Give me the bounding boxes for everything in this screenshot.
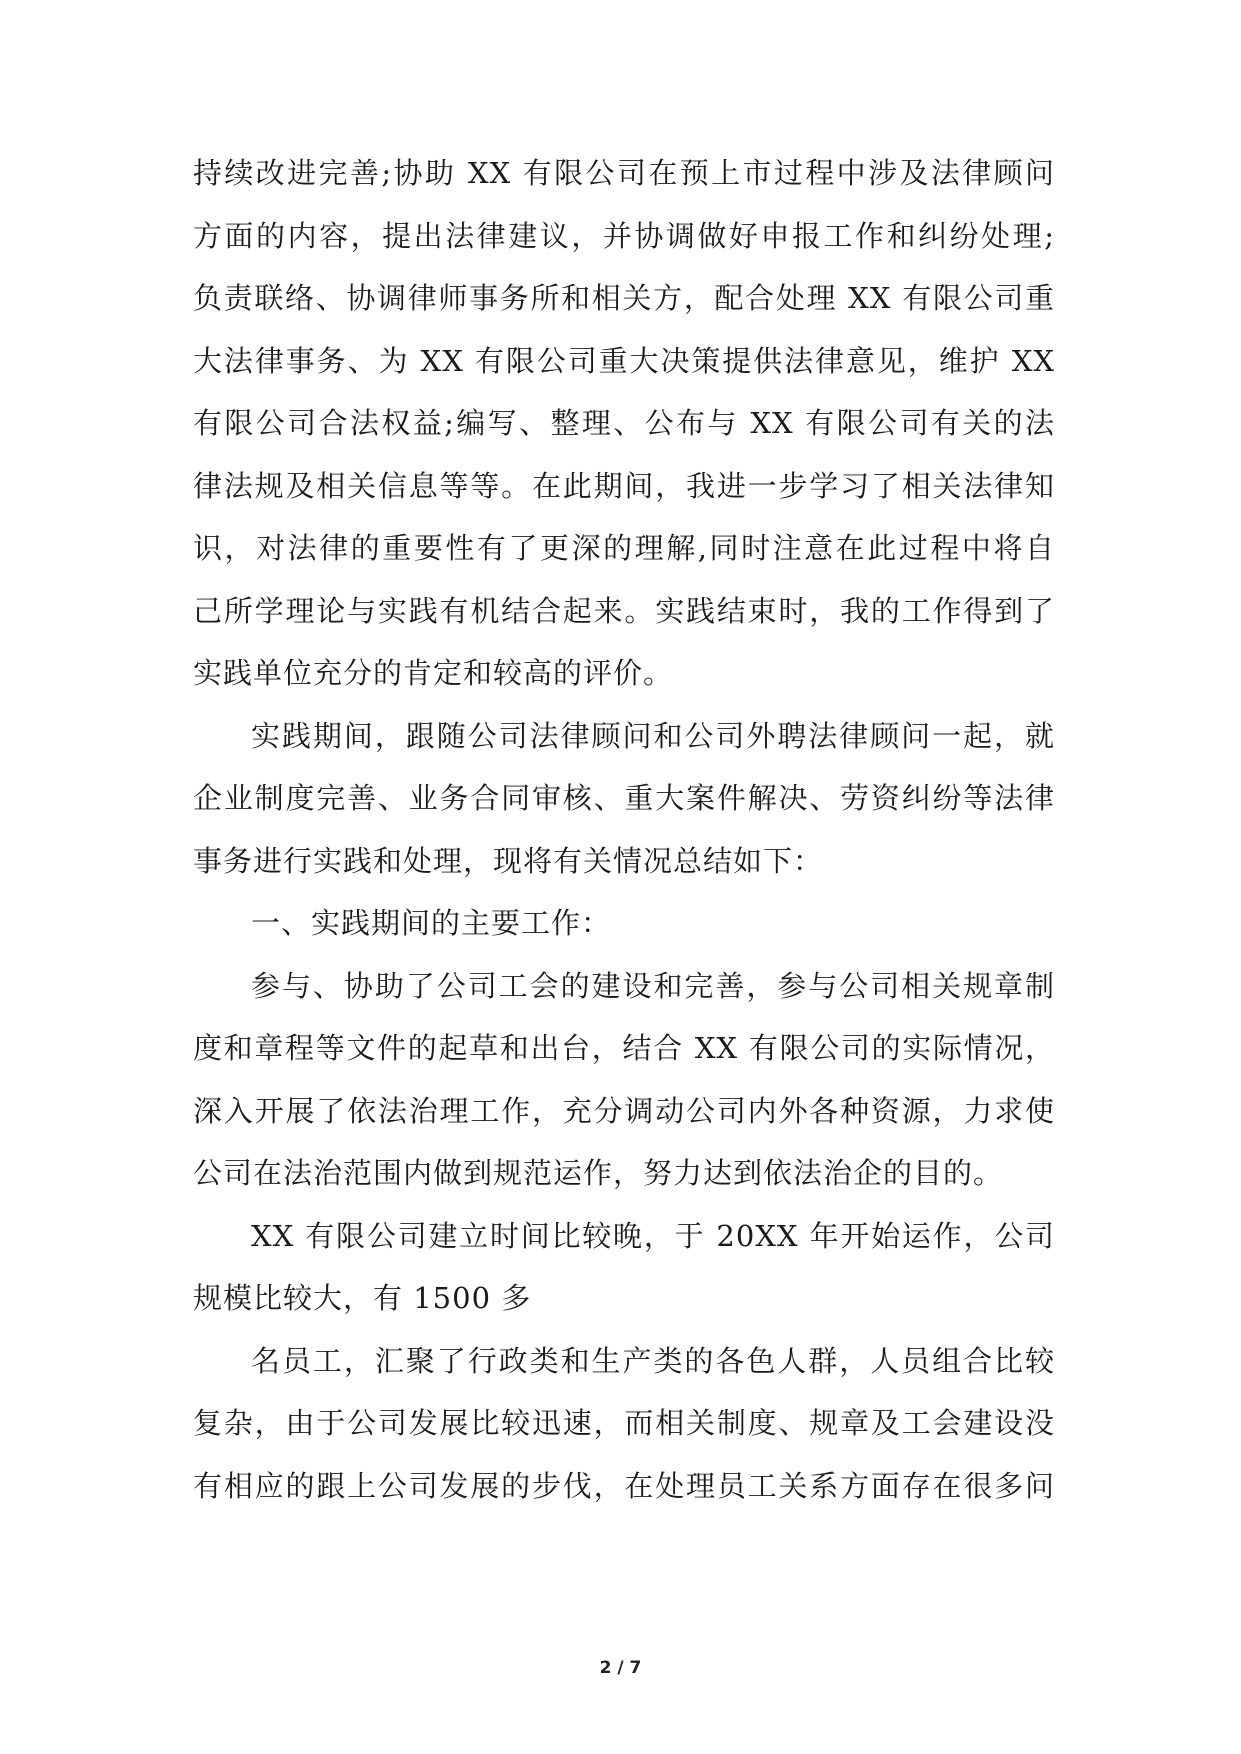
text-line: 有限公司合法权益;编写、整理、公布与 XX 有限公司有关的法 bbox=[193, 406, 1055, 440]
paragraph bbox=[193, 142, 1055, 705]
document-body bbox=[193, 142, 1055, 1517]
text-line: 大法律事务、为 XX 有限公司重大决策提供法律意见，维护 XX bbox=[193, 343, 1055, 378]
text-line: 有相应的跟上公司发展的步伐，在处理员工关系方面存在很多问 bbox=[193, 1468, 1055, 1503]
text-line: 负责联络、协调律师事务所和相关方，配合处理 XX 有限公司重 bbox=[193, 281, 1055, 315]
text-line: 律法规及相关信息等等。在此期间，我进一步学习了相关法律知 bbox=[193, 468, 1055, 503]
text-line: 企业制度完善、业务合同审核、重大案件解决、劳资纠纷等法律 bbox=[193, 781, 1055, 815]
text-line: 实践单位充分的肯定和较高的评价。 bbox=[193, 656, 674, 690]
page-number: 2 / 7 bbox=[599, 1658, 642, 1678]
text-line: 公司在法治范围内做到规范运作，努力达到依法治企的目的。 bbox=[193, 1156, 1004, 1190]
paragraph bbox=[193, 1205, 1055, 1330]
paragraph bbox=[193, 1330, 1055, 1518]
text-line: 度和章程等文件的起草和出台，结合 XX 有限公司的实际情况， bbox=[193, 1031, 1055, 1065]
text-line: 规模比较大，有 1500 多 bbox=[193, 1281, 532, 1315]
paragraph bbox=[193, 955, 1055, 1205]
text-line: 名员工，汇聚了行政类和生产类的各色人群，人员组合比较 bbox=[251, 1343, 1055, 1378]
text-line: 深入开展了依法治理工作，充分调动公司内外各种资源，力求使 bbox=[193, 1093, 1055, 1128]
paragraph bbox=[193, 705, 1055, 893]
text-line: 识，对法律的重要性有了更深的理解,同时注意在此过程中将自 bbox=[193, 531, 1055, 565]
text-line: 复杂，由于公司发展比较迅速，而相关制度、规章及工会建设没 bbox=[193, 1406, 1055, 1440]
text-line: 方面的内容，提出法律建议，并协调做好申报工作和纠纷处理; bbox=[193, 218, 1055, 253]
text-line: 己所学理论与实践有机结合起来。实践结束时，我的工作得到了 bbox=[193, 593, 1055, 628]
text-line: 持续改进完善;协助 XX 有限公司在预上市过程中涉及法律顾问 bbox=[193, 156, 1055, 190]
text-line: 参与、协助了公司工会的建设和完善，参与公司相关规章制 bbox=[251, 968, 1055, 1003]
text-line: 实践期间，跟随公司法律顾问和公司外聘法律顾问一起，就 bbox=[251, 718, 1055, 753]
section-heading bbox=[193, 892, 1055, 955]
text-line: 一、实践期间的主要工作： bbox=[251, 906, 612, 940]
text-line: 事务进行实践和处理，现将有关情况总结如下： bbox=[193, 843, 824, 878]
text-line: XX 有限公司建立时间比较晚，于 20XX 年开始运作，公司 bbox=[251, 1218, 1055, 1253]
